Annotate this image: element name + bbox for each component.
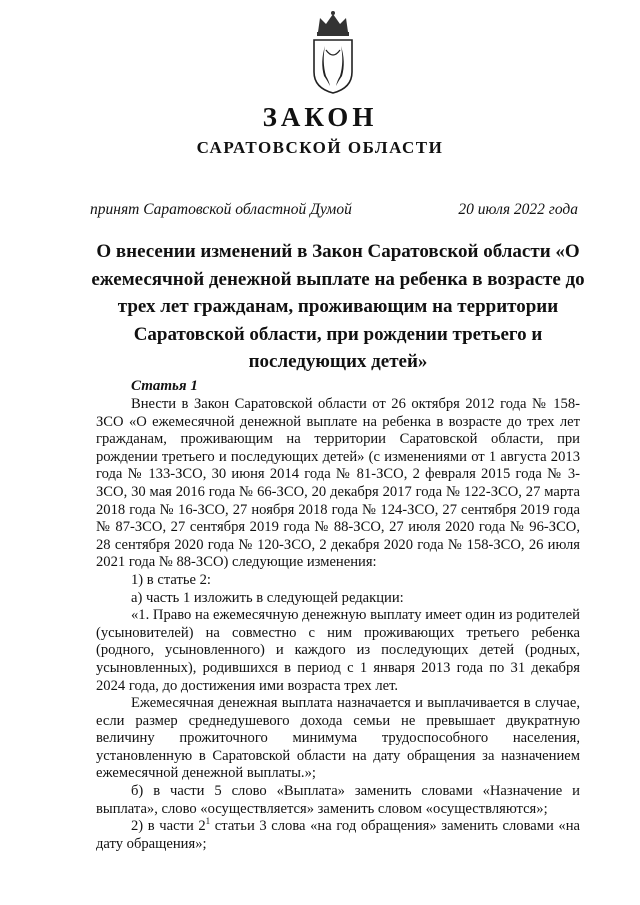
- paragraph: Ежемесячная денежная выплата назначается и выплачивается в случае, если размер среднедушевого дохода семьи не превышает двукратную величину прожиточного минимума трудоспособного населения, установленную в Саратовской области на дату обращения за назначением ежемесячной денежной выплаты.»;: [96, 695, 580, 782]
- paragraph: Внести в Закон Саратовской области от 26 октября 2012 года № 158-ЗСО «О ежемесячной денежной выплате на ребенка в возрасте до трех лет гражданам, проживающим на территории Саратовской области, при рождении третьего и последующих детей» (с изменениями от 1 августа 2013 года № 133-ЗСО, 30 июня 2014 года № 81-ЗСО, 2 февраля 2015 года № 3-ЗСО, 30 мая 2016 года № 66-ЗСО, 20 декабря 2017 года № 122-ЗСО, 27 марта 2018 года № 16-ЗСО, 27 ноября 2018 года № 124-ЗСО, 27 сентября 2019 года № 87-ЗСО, 27 сентября 2019 года № 88-ЗСО, 27 июля 2020 года № 96-ЗСО, 28 сентября 2020 года № 120-ЗСО, 2 декабря 2020 года № 158-ЗСО, 26 июля 2021 года № 88-ЗСО) следующие изменения:: [96, 396, 580, 571]
- paragraph-text: 2) в части 2: [131, 818, 206, 835]
- document-subtitle: САРАТОВСКОЙ ОБЛАСТИ: [196, 138, 444, 157]
- law-title: О внесении изменений в Закон Саратовской области «О ежемесячной денежной выплате на ребенка в возрасте до трех лет гражданам, проживающим на территории Саратовской области, при рождении третьего и последующих детей»: [91, 241, 585, 372]
- paragraph: «1. Право на ежемесячную денежную выплату имеет один из родителей (усыновителей) на совместно с ним проживающих третьего ребенка (родного, усыновленного) и каждого из последующих детей (родных, усыновленных), родившихся в период с 1 января 2013 года по 31 декабря 2024 года, до достижения ими возраста трех лет.: [96, 607, 580, 694]
- paragraph: [96, 818, 580, 853]
- adopted-by: принят Саратовской областной Думой: [90, 201, 352, 218]
- article-heading: Статья 1: [131, 378, 198, 394]
- adoption-date: 20 июля 2022 года: [458, 201, 578, 218]
- article-body: [96, 396, 580, 853]
- superscript: 1: [205, 816, 211, 827]
- document-title: ЗАКОН: [262, 102, 378, 132]
- paragraph: а) часть 1 изложить в следующей редакции:: [131, 589, 404, 606]
- paragraph: б) в части 5 слово «Выплата» заменить словами «Назначение и выплата», слово «осуществляется» заменить словом «осуществляются»;: [96, 783, 580, 817]
- paragraph: 1) в статье 2:: [131, 571, 211, 588]
- paragraph-text: статьи 3 слова «на год обращения» заменить словами «на дату обращения»;: [96, 818, 580, 852]
- saratov-coat-of-arms-icon: [308, 10, 358, 94]
